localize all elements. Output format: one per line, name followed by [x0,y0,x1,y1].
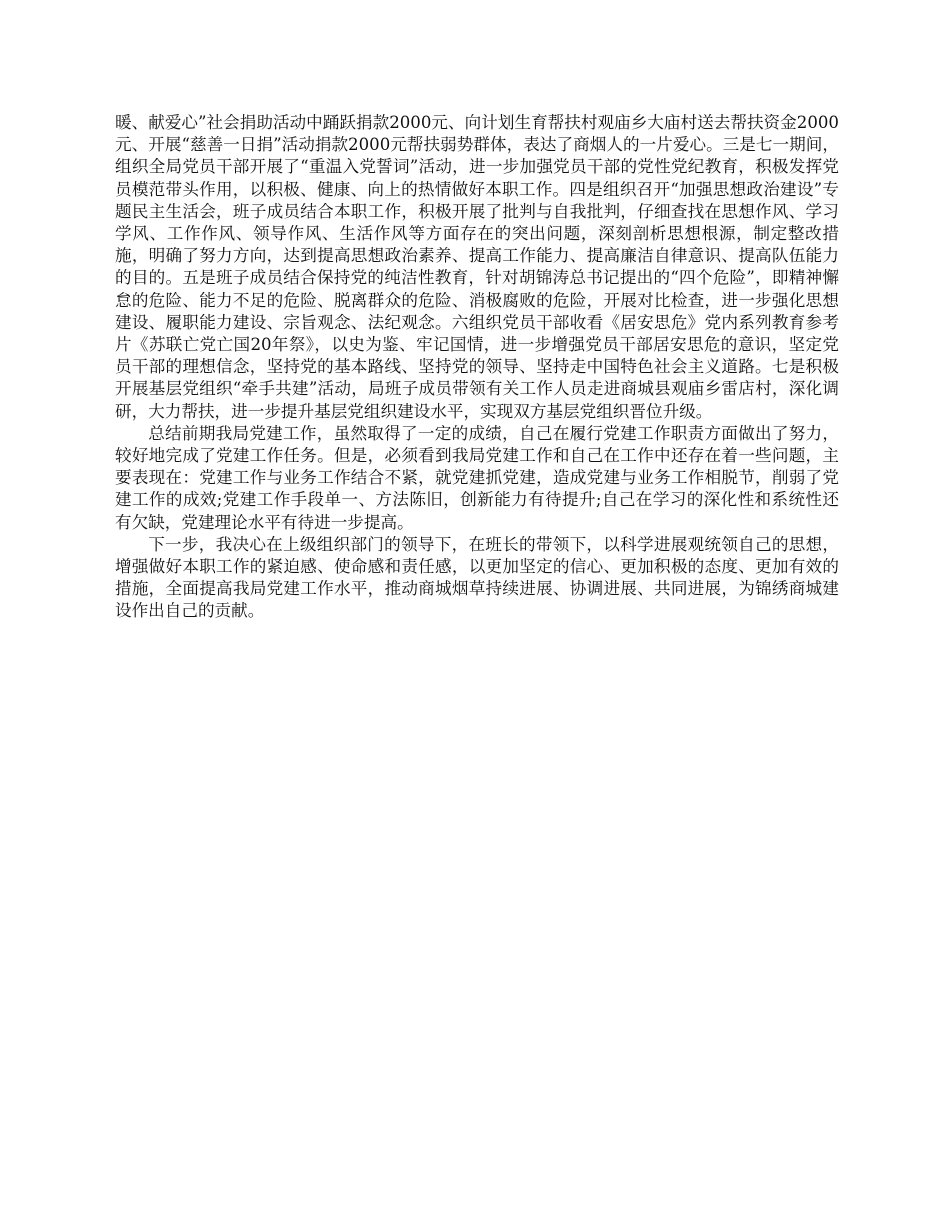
paragraph-1: 暖、献爱心”社会捐助活动中踊跃捐款2000元、向计划生育帮扶村观庙乡大庙村送去帮扶资金2000元、开展“慈善一日捐”活动捐款2000元帮扶弱势群体，表达了商烟人的一片爱心。三是七一期间，组织全局党员干部开展了“重温入党誓词”活动，进一步加强党员干部的党性党纪教育，积极发挥党员模范带头作用，以积极、健康、向上的热情做好本职工作。四是组织召开“加强思想政治建设”专题民主生活会，班子成员结合本职工作，积极开展了批判与自我批判，仔细查找在思想作风、学习学风、工作作风、领导作风、生活作风等方面存在的突出问题，深刻剖析思想根源，制定整改措施，明确了努力方向，达到提高思想政治素养、提高工作能力、提高廉洁自律意识、提高队伍能力的目的。五是班子成员结合保持党的纯洁性教育，针对胡锦涛总书记提出的“四个危险”，即精神懈怠的危险、能力不足的危险、脱离群众的危险、消极腐败的危险，开展对比检查，进一步强化思想建设、履职能力建设、宗旨观念、法纪观念。六组织党员干部收看《居安思危》党内系列教育参考片《苏联亡党亡国20年祭》，以史为鉴、牢记国情，进一步增强党员干部居安思危的意识，坚定党员干部的理想信念，坚持党的基本路线、坚持党的领导、坚持走中国特色社会主义道路。七是积极开展基层党组织“牵手共建”活动，局班子成员带领有关工作人员走进商城县观庙乡雷店村，深化调研，大力帮扶，进一步提升基层党组织建设水平，实现双方基层党组织晋位升级。 [115,113,839,421]
paragraph-3: 下一步，我决心在上级组织部门的领导下，在班长的带领下，以科学进展观统领自己的思想，增强做好本职工作的紧迫感、使命感和责任感，以更加坚定的信心、更加积极的态度、更加有效的措施，全面提高我局党建工作水平，推动商城烟草持续进展、协调进展、共同进展，为锦绣商城建设作出自己的贡献。 [115,534,839,621]
paragraph-2: 总结前期我局党建工作，虽然取得了一定的成绩，自己在履行党建工作职责方面做出了努力，较好地完成了党建工作任务。但是，必须看到我局党建工作和自己在工作中还存在着一些问题，主要表现在：党建工作与业务工作结合不紧，就党建抓党建，造成党建与业务工作相脱节，削弱了党建工作的成效;党建工作手段单一、方法陈旧，创新能力有待提升;自己在学习的深化性和系统性还有欠缺，党建理论水平有待进一步提高。 [115,423,839,532]
document-body [115,112,839,623]
